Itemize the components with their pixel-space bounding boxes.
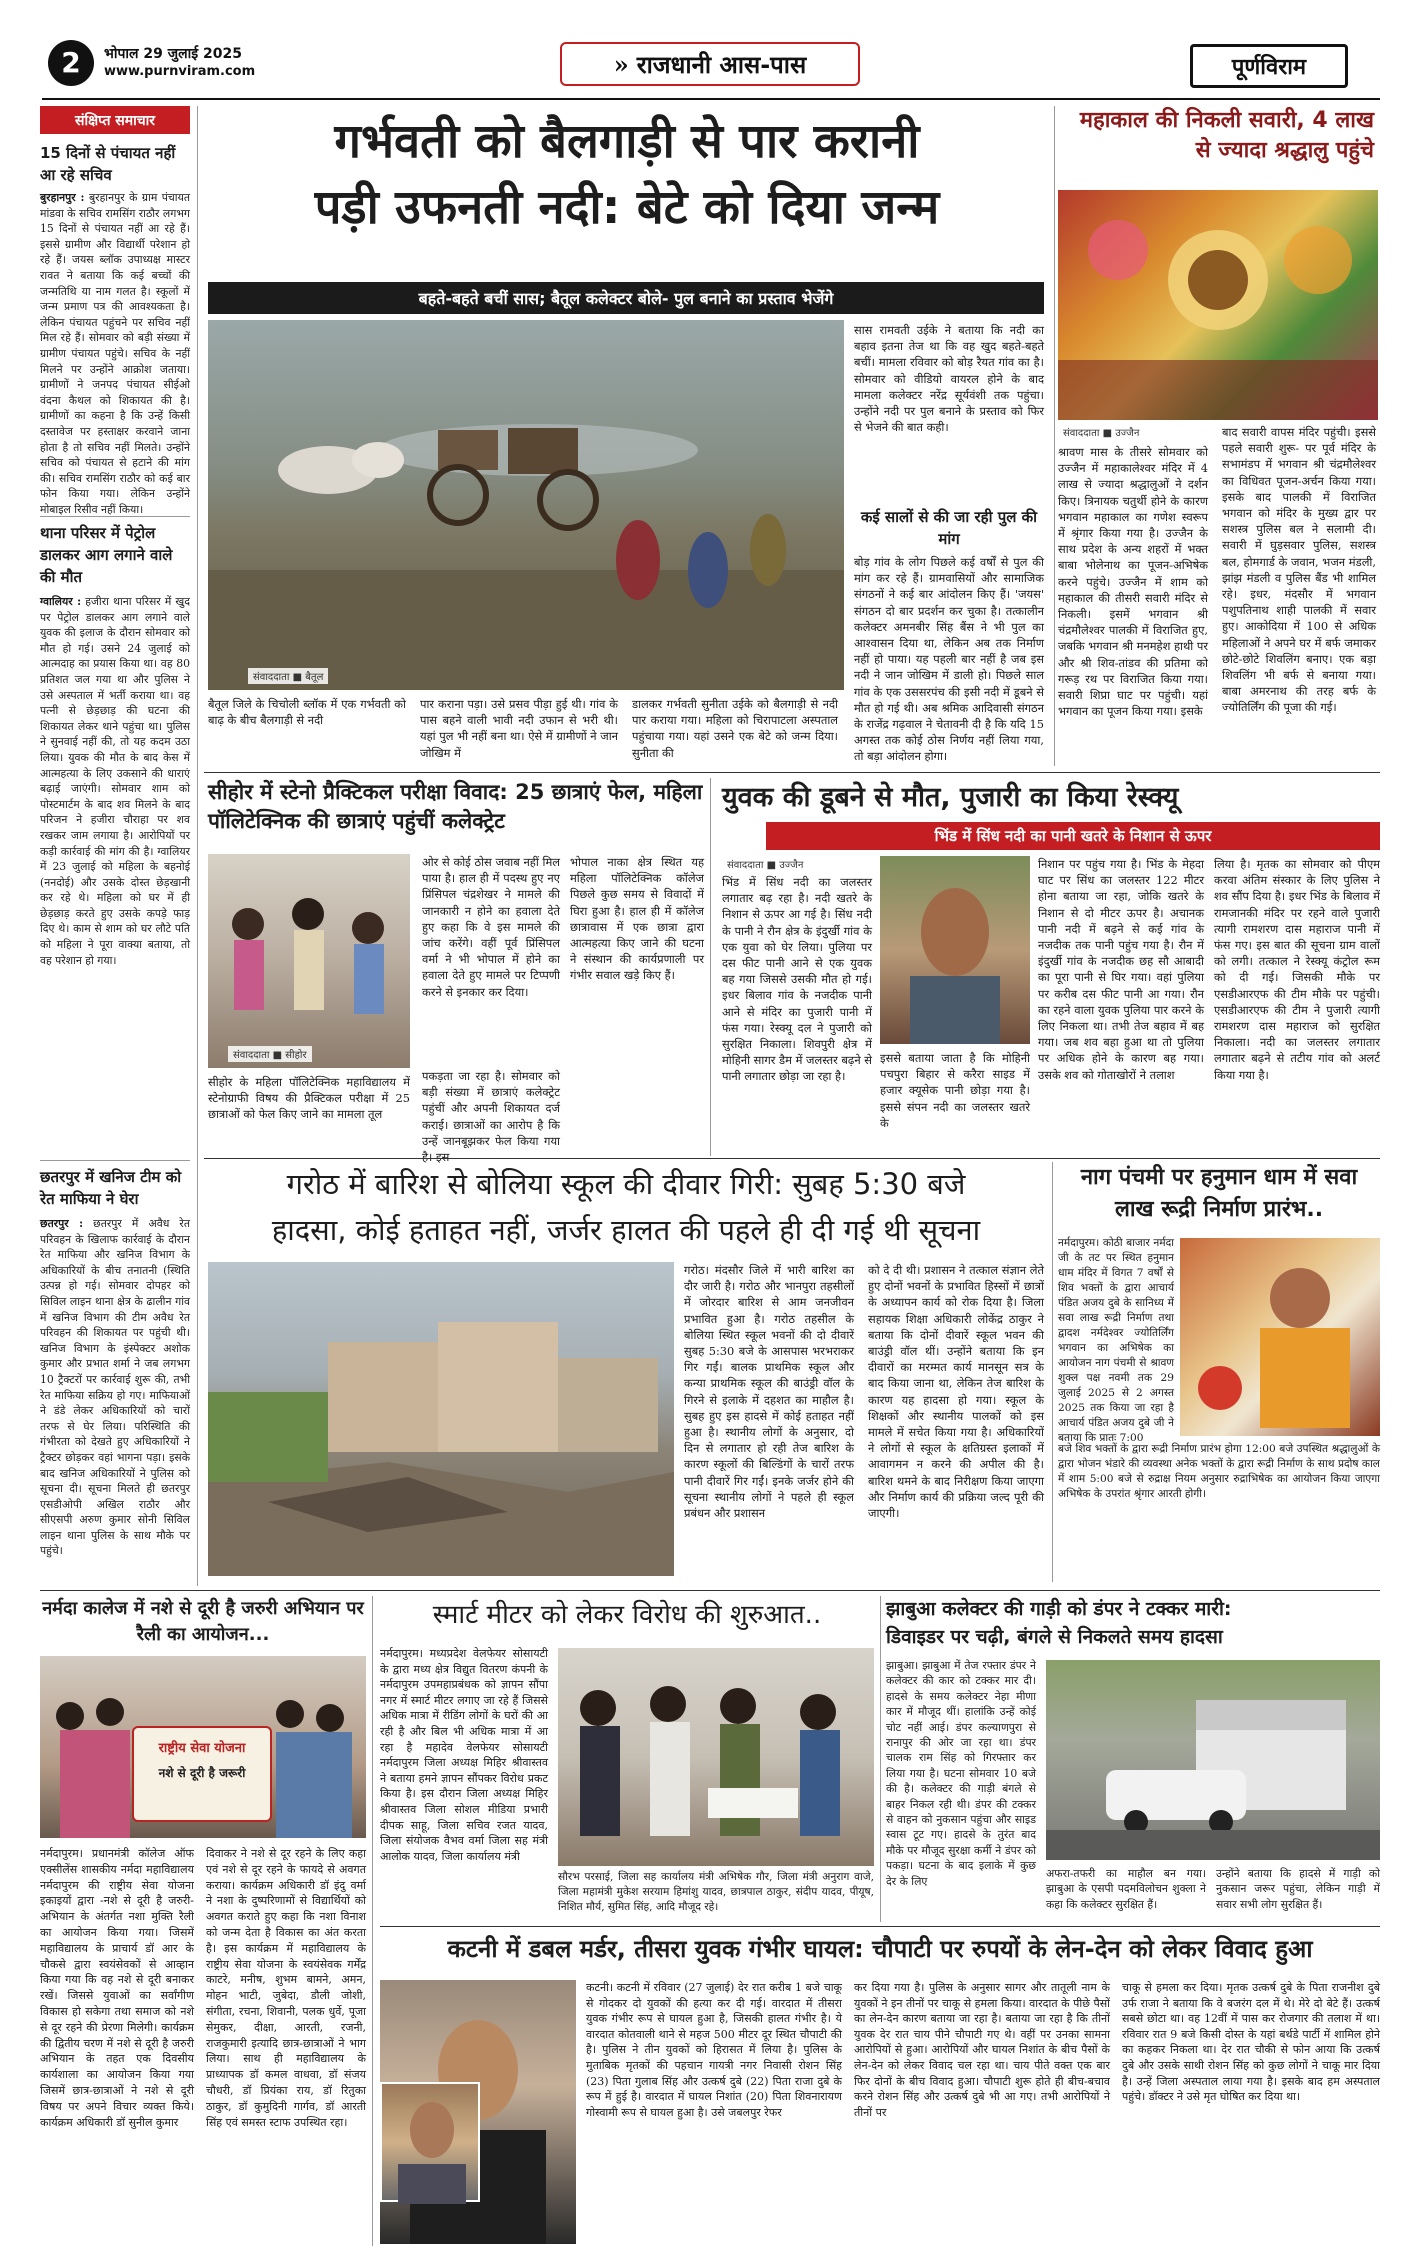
katni-col-3: चाकू से हमला कर दिया। मृतक उत्कर्ष दुबे के पिता राजनीश दुबे उर्फ राजा ने बताया कि वे बजरंग दल में थे। मेरे दो बेटे हैं। उत्कर्ष सबसे छोटा था। वह 12वीं में पास कर रोजगार की तलाश में था। रविवार रात 9 बजे किसी दोस्त के यहां बर्थडे पार्टी में शामिल होने का कहकर निकला था। देर रात चौकी से फोन आया कि उत्कर्ष दुबे और उसके साथी रोशन सिंह को कुछ लोगों ने चाकू मार दिया है। उन्हें जिला अस्पताल लाया गया है। इसके बाद हम अस्पताल पहुंचे। डॉक्टर ने उसे मृत घोषित कर दिया था। [1122,1981,1380,2104]
row-rule [380,1926,1380,1927]
lead-photo [208,320,844,690]
sidebar-story-2-body [40,594,190,1154]
logo-text: पूर्णविराम [1231,55,1307,80]
sidebar-label: संक्षिप्त समाचार [40,106,190,134]
hanuman-col-2: बजे शिव भक्तों के द्वारा रूद्री निर्माण प्रारंभ होगा 12:00 बजे उपस्थित श्रद्धालुओं के द्वारा भोजन भंडारे की व्यवस्था अनेक भक्तों के द्वारा रूद्री निर्माण के साथ प्रदोष काल में शाम 5:00 बजे से रुद्राक्ष नियम अनुसार रुद्राभिषेक का आयोजन किया जाएगा अभिषेक के उपरांत श्रृंगार आरती होगी। [1058,1443,1380,1500]
logo [1190,44,1348,88]
hanuman-headline: नाग पंचमी पर हनुमान धाम में सवा लाख रूद्री निर्माण प्रारंभ.. [1080,1165,1358,1222]
sehore-photo [208,854,410,1068]
row-rule [40,1590,1380,1591]
jhabua-photo [1046,1660,1380,1860]
katni-col-1: कटनी। कटनी में रविवार (27 जुलाई) देर रात करीब 1 बजे चाकू से गोदकर दो युवकों की हत्या कर दी गई। वारदात में तीसरा युवक गंभीर रूप से घायल हुआ है, जिसकी हालत गंभीर है। ये वारदात कोतवाली थाने से महज 500 मीटर दूर स्थित चौपाटी की है। पुलिस ने तीन युवकों को हिरासत में लिया है। पुलिस के मुताबिक मृतकों की पहचान गायत्री नगर निवासी रोशन सिंह (23) पिता गुलाब सिंह और उत्कर्ष दुबे (22) पिता राजा दुबे के रूप में हुई है। वारदात में घायल निशांत (20) पिता शिवनारायण गोस्वामी रूप से घायल हुआ है। उसे जबलपुर रेफर [586,1981,842,2119]
row-rule [204,772,1380,773]
section-banner [560,42,860,86]
smart-headline: स्मार्ट मीटर को लेकर विरोध की शुरुआत.. [432,1600,822,1630]
smart-col-1: नर्मदापुरम। मध्यप्रदेश वेलफेयर सोसायटी के द्वारा मध्य क्षेत्र विद्युत वितरण कंपनी के नर्मदापुरम उपमहाप्रबंधक को ज्ञापन सौंपा नगर में स्मार्ट मीटर लगाए जा रहे हैं जिससे अधिक मात्रा में रीडिंग लोगों के घरों की आ रही है और बिल भी अधिक मात्रा में आ रहा है महादेव वेलफेयर सोसायटी नर्मदापुरम जिला अध्यक्ष मिहिर श्रीवास्तव ने बताया हमने ज्ञापन सौंपकर विरोध प्रकट किया है। इस दौरान जिला अध्यक्ष मिहिर श्रीवास्तव जिला सोशल मीडिया प्रभारी दीपक साहू, जिला सचिव रजत यादव, जिला संयोजक वैभव वर्मा जिला सह मंत्री आलोक यादव, जिला कार्यालय मंत्री [380,1647,548,1863]
story-text: हजीरा थाना परिसर में खुद पर पेट्रोल डालकर आग लगाने वाले युवक की इलाज के दौरान सोमवार को मौत हो गई। उसने 24 जुलाई को आत्मदाह का प्रयास किया था। वह 80 प्रतिशत जल गया था और पुलिस ने उसे अस्पताल में भर्ती कराया था। वह पत्नी से छेड़छाड़ की घटना की शिकायत लेकर थाने पहुंचा था। पुलिस ने सुनवाई नहीं की, तो यह कदम उठा लिया। युवक की मौत के बाद केस में आत्महत्या के लिए उकसाने की धाराएं बढ़ाई जाएंगी। सोमवार शाम को पोस्टमार्टम के बाद शव मिलने के बाद परिजन ने हजीरा चौराहा पर शव रखकर जाम लगाया है। आरोपियों पर कड़ी कार्रवाई की मांग की है। ग्वालियर में 23 जुलाई को महिला के बहनोई (ननदोई) और उसके दोस्त छेड़खानी कर रहे थे। महिला को घर में ही छेड़छाड़ करते हुए उसके कपड़े फाड़ दिए थे। काम से शाम को घर लौटे पति को महिला ने पूरा वाक्या बताया, तो वह परेशान हो गया। [40,595,190,967]
row-rule [204,1158,1380,1159]
bhind-col-1: भिंड में सिंध नदी का जलस्तर लगातार बढ़ रहा है। नदी खतरे के निशान से ऊपर आ गई है। सिंध नदी के पानी ने रौन क्षेत्र के इंदुर्खी गांव के एक युवा को घेर लिया। पुलिया पर दस फीट पानी आने से एक युवक बह गया जिससे उसकी मौत हो गई। इधर बिलाव गांव के नजदीक पानी आने से मंदिर का पुजारी पानी में फंस गया। रेस्क्यू दल ने पुजारी को सुरक्षित निकाला। शिवपुरी क्षेत्र में मोहिनी सागर डैम में जलस्तर बढ़ने से पानी लगातार छोड़ा जा रहा है। [722,875,872,1084]
mahakal-col-1: श्रावण मास के तीसरे सोमवार को उज्जैन में महाकालेश्वर मंदिर में 4 लाख से ज्यादा श्रद्धालुओं ने दर्शन किए। त्रिनायक चतुर्थी होने के कारण भगवान महाकाल का गणेश स्वरूप में श्रृंगार किया गया है। उज्जैन के साथ प्रदेश के अन्य शहरों में भक्त बाबा भोलेनाथ का पूजन-अभिषेक करने पहुंचे। उज्जैन में शाम को महाकाल की तीसरी सवारी मंदिर से निकली। इसमें भगवान श्री चंद्रमौलेश्वर पालकी में विराजित हुए, जबकि भगवान श्री मनमहेश हाथी पर और श्री शिव-तांडव की प्रतिमा को गरूड़ रथ पर विराजित किया गया। सवारी शिप्रा घाट पर पहुंची। यहां भगवान का पूजन किया गया। इसके [1058,445,1208,719]
hanuman-col-1: नर्मदापुरम। कोठी बाजार नर्मदा जी के तट पर स्थित हनुमान धाम मंदिर में विगत 7 वर्षों से शिव भक्तों के द्वारा आचार्य पंडित अजय दुबे के सानिध्य में सवा लाख रूद्री निर्माण तथा द्वादश नर्मदेश्वर ज्योतिर्लिंग भगवान का अभिषेक का आयोजन नाग पंचमी से श्रावण शुक्ल पक्ष नवमी तक 29 जुलाई 2025 से 2 अगस्त 2025 तक किया जा रहा है आचार्य पंडित अजय दुबे जी ने बताया कि प्रातः 7:00 [1058,1237,1174,1444]
portrait-illustration [880,856,1030,1044]
mahakal-col-2: बाद सवारी वापस मंदिर पहुंची। इससे पहले सवारी शुरू- पर पूर्व मंदिर के सभामंडप में भगवान श्री चंद्रमौलेश्वर का विधिवत पूजन-अर्चन किया गया। इसके बाद पालकी में विराजित भगवान को मंदिर के मुख्य द्वार पर सशस्त्र पुलिस बल ने सलामी दी। सवारी में घुड़सवार पुलिस, सशस्त्र बल, होमगार्ड के जवान, भजन मंडली, झांझ मंडली व पुलिस बैंड भी शामिल रहे। इधर, मंदसौर में भगवान पशुपतिनाथ शाही पालकी में सवार हुए। आकोदिया में 100 से अधिक महिलाओं ने अपने घर में बर्फ जमाकर छोटे-छोटे शिवलिंग बनाए। एक बड़ा शिवलिंग भी बर्फ से बनाया गया। बाबा अमरनाथ की तरह बर्फ के ज्योतिर्लिंग की पूजा की गई। [1222,425,1376,715]
jhabua-headline-1: झाबुआ कलेक्टर की गाड़ी को डंपर ने टक्कर मारी: [886,1598,1232,1620]
katni-photo-2 [380,2082,480,2202]
column-rule [1052,1162,1053,1582]
page-number: 2 [48,40,94,86]
lead-headline-2: पड़ी उफनती नदी: बेटे को दिया जन्म [314,180,940,235]
photo-credit: संवाददाता ■ बैतूल [248,668,328,684]
bhind-col-2: इससे बताया जाता है कि मोहिनी पचपुरा बिहार से करैरा साइड में हजार क्यूसेक पानी छोड़ा गया है। इससे संपन नदी का जलस्तर खतरे के [880,1051,1030,1130]
dateline: ग्वालियर : [40,595,82,608]
lead-subhead: कई सालों से की जा रही पुल की मांग [860,508,1038,548]
katni-story [380,1930,1380,2246]
students-illustration [208,854,410,1068]
mahakal-story [1058,106,1378,770]
story-text: बुरहानपुर के ग्राम पंचायत मांडवा के सचिव रामसिंग राठौर लगभग 15 दिनों से पंचायत नहीं आ रहे हैं। इससे ग्रामीण और विद्यार्थी परेशान हो रहे हैं। जयस ब्लॉक उपाध्यक्ष मास्टर रावत ने बताया कि कई बच्चों की जन्मतिथि या नाम गलत है। स्कूलों में जन्म प्रमाण पत्र की आवश्यकता है। लेकिन पंचायत पहुंचने पर सचिव नहीं मिल रहे हैं। सोमवार को बड़ी संख्या में ग्रामीण पंचायत पहुंचे। सचिव के नहीं मिलने पर उन्होंने आक्रोश जताया। ग्रामीणों ने जनपद पंचायत सीईओ वंदना कैथल को शिकायत की है। ग्रामीणों का कहना है कि उन्हें किसी दस्तावेज पर हस्ताक्षर करवाने जाना होता है तो सचिव नहीं मिलते। उन्होंने सचिव को पंचायत से हटाने की मांग की। सचिव रामसिंग राठौर को कई बार फोन किया गया। लेकिन उन्होंने मोबाइल रिसीव नहीं किया। [40,191,190,516]
dateline: बुरहानपुर : [40,191,85,204]
story-text: गरोठ। मंदसौर जिले में भारी बारिश का दौर जारी है। गरोठ और भानपुरा तहसीलों में जोरदार बारिश से आम जनजीवन प्रभावित हुआ है। गरोठ तहसील के बोलिया स्थित स्कूल भवनों की दो दीवारें सुबह 5:30 बजे के आसपास भरभराकर गिर गईं। बालक प्राथमिक स्कूल और कन्या प्राथमिक स्कूल की बाउंड्री वॉल के गिरने से इलाके में दहशत का माहौल है। सुबह हुए इस हादसे में कोई हताहत नहीं हुआ है। स्थानीय लोगों के अनुसार, दो दिन से लगातार हो रही तेज बारिश के कारण स्कूलों की बिल्डिंगों के चारों तरफ पानी दीवारें गिर गईं। इनके जर्जर होने की सूचना स्थानीय लोगों ने पहले ही स्कूल प्रबंधन और प्रशासन [684,1263,854,1521]
sehore-col-3: भोपाल नाका क्षेत्र स्थित यह महिला पॉलिटेक्निक कॉलेज पिछले कुछ समय से विवादों में घिरा हुआ है। हाल ही में कॉलेज छात्रावास में एक छात्रा द्वारा आत्महत्या किए जाने की घटना ने संस्थान की कार्यप्रणाली पर गंभीर सवाल खड़े किए हैं। [570,855,704,983]
sidebar [40,106,190,1586]
jhabua-col-3: उन्होंने बताया कि हादसे में गाड़ी को नुकसान जरूर पहुंचा, लेकिन गाड़ी में सवार सभी लोग सुरक्षित हैं। [1216,1867,1380,1911]
jhabua-col-1: झाबुआ। झाबुआ में तेज रफ्तार डंपर ने कलेक्टर की कार को टक्कर मार दी। हादसे के समय कलेक्टर नेहा मीणा कार में मौजूद थीं। हालांकि उन्हें कोई चोट नहीं आई। डंपर कल्याणपुरा से रानापुर की ओर जा रहा था। डंपर चालक राम सिंह को गिरफ्तार कर लिया गया है। घटना सोमवार 10 बजे की है। कलेक्टर की गाड़ी बंगले से बाहर निकल रही थी। डंपर की टक्कर से वाहन को नुकसान पहुंचा और साइड स्वास टूट गए। हादसे के तुरंत बाद मौके पर मौजूद सुरक्षा कर्मी ने डंपर को पकड़ा। घटना के बाद इलाके में कुछ देर के लिए [886,1659,1036,1888]
bullock-cart-illustration [208,320,844,690]
lead-headline-1: गर्भवती को बैलगाड़ी से पार करानी [334,114,920,169]
mahakal-photo [1058,190,1378,420]
lead-col-4a: सास रामवती उईके ने बताया कि नदी का बहाव इतना तेज था कि वह खुद बहते-बहते बचीं। मामला रविवार को बोड़ रैयत गांव का है। सोमवार को वीडियो वायरल होने के बाद मामला कलेक्टर नरेंद्र सूर्यवंशी तक पहुंचा। उन्होंने नदी पर पुल बनाने के प्रस्ताव को फिर से भेजने की बात कही। [854,323,1044,435]
jhabua-story [886,1596,1380,1922]
bhind-col-4: लिया है। मृतक का सोमवार को पीएम करवा अंतिम संस्कार के लिए पुलिस ने शव सौंप दिया है। इधर भिंड के बिलाव में रामजानकी मंदिर पर रहने वाले पुजारी त्यागी रामशरण दास महाराज पानी में फंस गए। इस बात की सूचना ग्राम वालों को लगी। तत्काल ने रेस्क्यू कंट्रोल रूम को दी गई। जिसकी मौके पर एसडीआरएफ की टीम मौके पर पहुंची। एसडीआरएफ की टीम ने पुजारी त्यागी रामशरण दास महाराज को सुरक्षित निकाला। नदी का जलस्तर लगातार लगातार बढ़ने से तटीय गांव को अलर्ट किया गया है। [1214,857,1380,1082]
garoth-story [208,1162,1044,1582]
smart-caption: सौरभ परसाई, जिला सह कार्यालय मंत्री अभिषेक गौर, जिला मंत्री अनुराग वाजे, जिला महामंत्री मुकेश सरयाम हिमांशु यादव, छात्रपाल ठाकुर, संदीप यादव, पीयूष, निशित मौर्य, सुमित सिंह, आदि मौजूद रहे। [558,1871,874,1913]
smart-meter-story [380,1596,874,1922]
sidebar-story-1-title: 15 दिनों से पंचायत नहीं आ रहे सचिव [40,144,176,184]
banner-line-1: राष्ट्रीय सेवा योजना [158,1741,246,1756]
sidebar-story-3-title: छतरपुर में खनिज टीम को रेत माफिया ने घेरा [40,1168,182,1208]
photo-credit: संवाददाता ■ सीहोर [228,1046,312,1062]
issue-date: भोपाल 29 जुलाई 2025 [104,46,242,62]
bhind-col-3: निशान पर पहुंच गया है। भिंड के मेहदा घाट पर सिंध का जलस्तर 122 मीटर होना बताया जा रहा, जोकि खतरे के निशान से दो मीटर ऊपर है। अचानक पानी नदी में बढ़ने से कई गांव के नजदीक तक पानी पहुंच गया है। रौन में इंदुर्खी गांव के नजदीक छह सौ आबादी का पूरा पानी से घिर गया। वहां पुलिया पर करीब दस फीट पानी आ गया। रौन का रहने वाला युवक पुलिया पार करने के लिए निकला था। तभी तेज बहाव में बह गया। जब शव बहा हुआ था तो पुलिया पर अधिक होने के कारण बह गया। उसके शव को गोताखोरों ने तलाश [1038,857,1204,1082]
narmada-photo [40,1656,366,1838]
hanuman-story [1058,1162,1380,1582]
lead-col-3: डालकर गर्भवती सुनीता उईके को बैलगाड़ी से नदी पार कराया गया। महिला को चिरापाटला अस्पताल पहुंचाया गया। यहां उसने एक बेटे को जन्म दिया। सुनीता की [632,697,838,760]
divider [40,516,190,517]
katni-col-2: कर दिया गया है। पुलिस के अनुसार सागर और तातूली नाम के युवकों ने इन तीनों पर चाकू से हमला किया। वारदात के पीछे पैसों का लेन-देन कारण बताया जा रहा है। बताया जा रहा है कि तीनों युवक देर रात चाय पीने चौपाटी गए थे। वहीं पर उनका सामना आरोपियों से हुआ। आरोपियों और घायल निशांत के बीच पैसों के लेन-देन को लेकर विवाद चल रहा था। चाय पीते वक्त एक बार फिर दोनों के बीच विवाद हुआ। चौपाटी शुरू होते ही बीच-बचाव करने रोशन सिंह और उत्कर्ष दुबे भी आ गए। तभी आरोपियों ने तीनों पर [854,1981,1110,2119]
photo-credit: संवाददाता ■ उज्जैन [722,856,808,872]
column-rule [880,1596,881,1922]
garoth-headline-1: गरोठ में बारिश से बोलिया स्कूल की दीवार गिरी: सुबह 5:30 बजे [286,1167,966,1201]
divider [40,1160,190,1161]
column-rule [1054,106,1055,766]
story-text: छतरपुर में अवैध रेत परिवहन के खिलाफ कार्रवाई के दौरान रेत माफिया और खनिज विभाग के अधिकारियों के बीच तनातनी (स्थिति उत्पन्न हो गई। सोमवार दोपहर को सिविल लाइन थाना क्षेत्र के ढालीन गांव में खनिज विभाग की टीम अवैध रेत परिवहन की शिकायत पर पहुंची थी। खनिज विभाग के इंस्पेक्टर अशोक कुमार और प्रभात शर्मा ने जब लगभग 10 ट्रैक्टरों पर कार्रवाई शुरू की, तभी रेत माफिया सक्रिय हो गए। माफियाओं ने डंडे लेकर अधिकारियों को चारों तरफ से घेर लिया। परिस्थिति की गंभीरता को देखते हुए अधिकारियों ने ट्रैक्टर छोड़कर वहां भागना पड़ा। इसके बाद खनिज अधिकारियों ने पुलिस को सूचना दी। सूचना मिलते ही छतरपुर एसडीओपी अखिल राठौर और सीएसपी अरुण कुमार सोनी सिविल लाइन थाना पुलिस के साथ मौके पर पहुंचे। [40,1217,190,1558]
memorandum-illustration [558,1648,874,1866]
procession-illustration [1058,190,1378,420]
jhabua-col-2: अफरा-तफरी का माहौल बन गया। झाबुआ के एसपी पदमविलोचन शुक्ला ने कहा कि कलेक्टर सुरक्षित हैं। [1046,1867,1206,1911]
header-rule [42,98,1380,100]
narmada-col-2: दिवाकर ने नशे से दूर रहने के लिए कहा एवं नशे से दूर रहने के फायदे से अवगत कराया। कार्यक्रम अधिकारी डॉ इंदु वर्मा ने नशा के दुष्परिणामों से विद्यार्थियों को अवगत कराते हुए कहा कि नशा विनाश को जन्म देता है विकास का अंत करता है। इस कार्यक्रम में महाविद्यालय के राष्ट्रीय सेवा योजना के स्वयंसेवक गर्मेंद्र काटरे, मनीष, शुभम बामने, अमन, मोहन भाटी, जुबेदा, डौली जोशी, संगीता, रचना, शिवानी, पलक धुर्वे, पूजा सेमुकर, दीक्षा, आरती, रजनी, राजकुमारी इत्यादि छात्र-छात्राओं ने भाग लिया। साथ ही महाविद्यालय के प्राध्यापक डॉ कमल वाधवा, डॉ संजय चौधरी, डॉ प्रियंका राय, डॉ रितुका ठाकुर, डॉ कुमुदिनी गार्गव, डॉ आरती सिंह एवं समस्त स्टाफ उपस्थित रहा। [206,1847,366,2129]
banner-line-2: नशे से दूरी है जरूरी [158,1766,246,1780]
sidebar-story-3-body [40,1216,190,1586]
website[interactable]: www.purnviram.com [104,64,256,79]
column-rule [197,106,198,1586]
rally-banner [132,1726,272,1822]
collapsed-wall-illustration [208,1262,674,1576]
garoth-col-2: को दे दी थी। प्रशासन ने तत्काल संज्ञान लेते हुए दोनों भवनों के प्रभावित हिस्सों में छात्रों के अध्यापन कार्य को रोक दिया है। जिला सहायक शिक्षा अधिकारी लोकेंद्र ठाकुर ने बताया कि दोनों दीवारें स्कूल भवन की बाउंड्री वॉल थीं। उन्होंने बताया कि इन दीवारों का मरम्मत कार्य मानसून सत्र के बाद किया जाना था, लेकिन तेज बारिश के कारण यह हादसा हो गया। स्कूल के शिक्षकों और स्थानीय पालकों को इस मामले में सचेत किया गया है। अधिकारियों ने लोगों से स्कूल के क्षतिग्रस्त इलाकों में आवागमन न करने की अपील की है। बारिश थमने के बाद निरीक्षण किया जाएगा और निर्माण कार्य की प्रक्रिया जल्द पूरी की जाएगी। [868,1263,1044,1521]
narmada-headline: नर्मदा कालेज में नशे से दूरी है जरुरी अभियान पर रैली का आयोजन... [42,1598,364,1645]
garoth-headline-2: हादसा, कोई हताहत नहीं, जर्जर हालत की पहले ही दी गई थी सूचना [271,1213,981,1247]
priest-illustration [1180,1238,1380,1436]
sehore-col-2a: ओर से कोई ठोस जवाब नहीं मिल पाया है। हाल ही में पदस्थ हुए नए प्रिंसिपल चंद्रशेखर ने मामले की जानकारी न होने का हवाला देते हुए कहा कि वे इस मामले की जांच करेंगे। वहीं पूर्व प्रिंसिपल वर्मा ने भी भोपाल में होने का हवाला देते हुए मामले पर टिप्पणी करने से इनकार कर दिया। [422,855,560,999]
narmada-col-1: नर्मदापुरम। प्रधानमंत्री कॉलेज ऑफ एक्सीलेंस शासकीय नर्मदा महाविद्यालय नर्मदापुरम की राष्ट्रीय सेवा योजना इकाइयों द्वारा -नशे से दूरी है जरुरी- अभियान के अंतर्गत नशा मुक्ति रैली का आयोजन किया गया। जिसमें महाविद्यालय के प्राचार्य डॉ आर के चौकसे द्वारा स्वयंसेवकों से आव्हान किया गया कि वह नशे से दूरी बनाकर रखें। जिससे युवाओं का सर्वांगीण विकास हो सकेगा तथा समाज को नशे से दूर रहने की प्रेरणा मिलेगी। कार्यक्रम की द्वितीय चरण में नशे से दूरी है जरुरी अभियान के तहत एक दिवसीय कार्यशाला का आयोजन किया गया जिसमें छात्र-छात्राओं ने नशे से दूरी विषय पर अपने विचार व्यक्त किये। कार्यक्रम अधिकारी डॉ सुनील कुमार [40,1847,194,2129]
bhind-photo [880,856,1030,1044]
accident-illustration [1046,1660,1380,1860]
smart-photo [558,1648,874,1866]
lead-deck: बहते-बहते बचीं सास; बैतूल कलेक्टर बोले- पुल बनाने का प्रस्ताव भेजेंगे [208,282,1044,314]
masthead [0,0,1417,100]
bhind-deck: भिंड में सिंध नदी का पानी खतरे के निशान से ऊपर [766,822,1380,850]
sehore-story [208,778,704,1156]
lead-col-2: पार कराना पड़ा। उसे प्रसव पीड़ा हुई थी। गांव के पास बहने वाली भावी नदी उफान से भरी थी। यहां पुल भी नहीं बना था। ऐसे में ग्रामीणों ने जान जोखिम में [420,697,618,760]
katni-headline: कटनी में डबल मर्डर, तीसरा युवक गंभीर घायल: चौपाटी पर रुपयों के लेन-देन को लेकर विवाद हुआ [447,1935,1313,1963]
garoth-photo [208,1262,674,1576]
sidebar-story-1-body [40,190,190,516]
lead-col-4b: बोड़ गांव के लोग पिछले कई वर्षों से पुल की मांग कर रहे हैं। ग्रामवासियों और सामाजिक संगठनों ने कई बार आंदोलन किए हैं। 'जयस' संगठन दो बार प्रदर्शन कर चुका है। तत्कालीन कलेक्टर अमनबीर सिंह बैंस ने भी पुल का आश्वासन दिया था, लेकिन अब तक निर्माण नहीं हो पाया। यह पहली बार नहीं है जब इस नदी ने जान जोखिम में डाली हो। पिछले साल गांव के एक उससरपंच की इसी नदी में डूबने से मौत हो गई थी। अब श्रमिक आदिवासी संगठन के राजेंद्र गढ़वाल ने चेतावनी दी है कि यदि 15 अगस्त तक कोई ठोस निर्णय नहीं लिया गया, तो बड़ा आंदोलन होगा। [854,555,1044,764]
lead-story [208,110,1048,770]
jhabua-headline-2: डिवाइडर पर चढ़ी, बंगले से निकलते समय हादसा [886,1626,1223,1648]
portrait-illustration [382,2084,482,2204]
garoth-col-1 [684,1262,854,1576]
chevrons-right-icon: » [613,49,629,79]
sidebar-story-2-title: थाना परिसर में पेट्रोल डालकर आग लगाने वाले की मौत [40,524,173,586]
sehore-col-1: सीहोर के महिला पॉलिटेक्निक महाविद्यालय में स्टेनोग्राफी विषय की प्रैक्टिकल परीक्षा में 25 छात्राओं को फेल किए जाने का मामला तूल [208,1075,410,1122]
bhind-headline: युवक की डूबने से मौत, पुजारी का किया रेस्क्यू [722,782,1179,813]
dateline: छतरपुर : [40,1217,84,1230]
hanuman-photo [1180,1238,1380,1436]
lead-col-1: बैतूल जिले के चिचोली ब्लॉक में एक गर्भवती को बाढ़ के बीच बैलगाड़ी से नदी [208,697,406,728]
column-rule [710,778,711,1156]
photo-credit: संवाददाता ■ उज्जैन [1058,424,1144,440]
section-title: राजधानी आस-पास [636,50,807,79]
narmada-story [40,1596,366,2246]
column-rule [372,1596,373,2246]
bhind-story [716,778,1380,1156]
sehore-headline: सीहोर में स्टेनो प्रैक्टिकल परीक्षा विवाद: 25 छात्राएं फेल, महिला पॉलिटेक्निक की छात्राएं पहुंचीं कलेक्ट्रेट [208,780,703,833]
mahakal-headline: महाकाल की निकली सवारी, 4 लाख से ज्यादा श्रद्धालु पहुंचे [1079,108,1374,163]
sehore-col-2b: पकड़ता जा रहा है। सोमवार को बड़ी संख्या में छात्राएं कलेक्ट्रेट पहुंचीं और अपनी शिकायत दर्ज कराई। छात्राओं का आरोप है कि उन्हें जानबूझकर फेल किया गया [422,1069,560,1148]
